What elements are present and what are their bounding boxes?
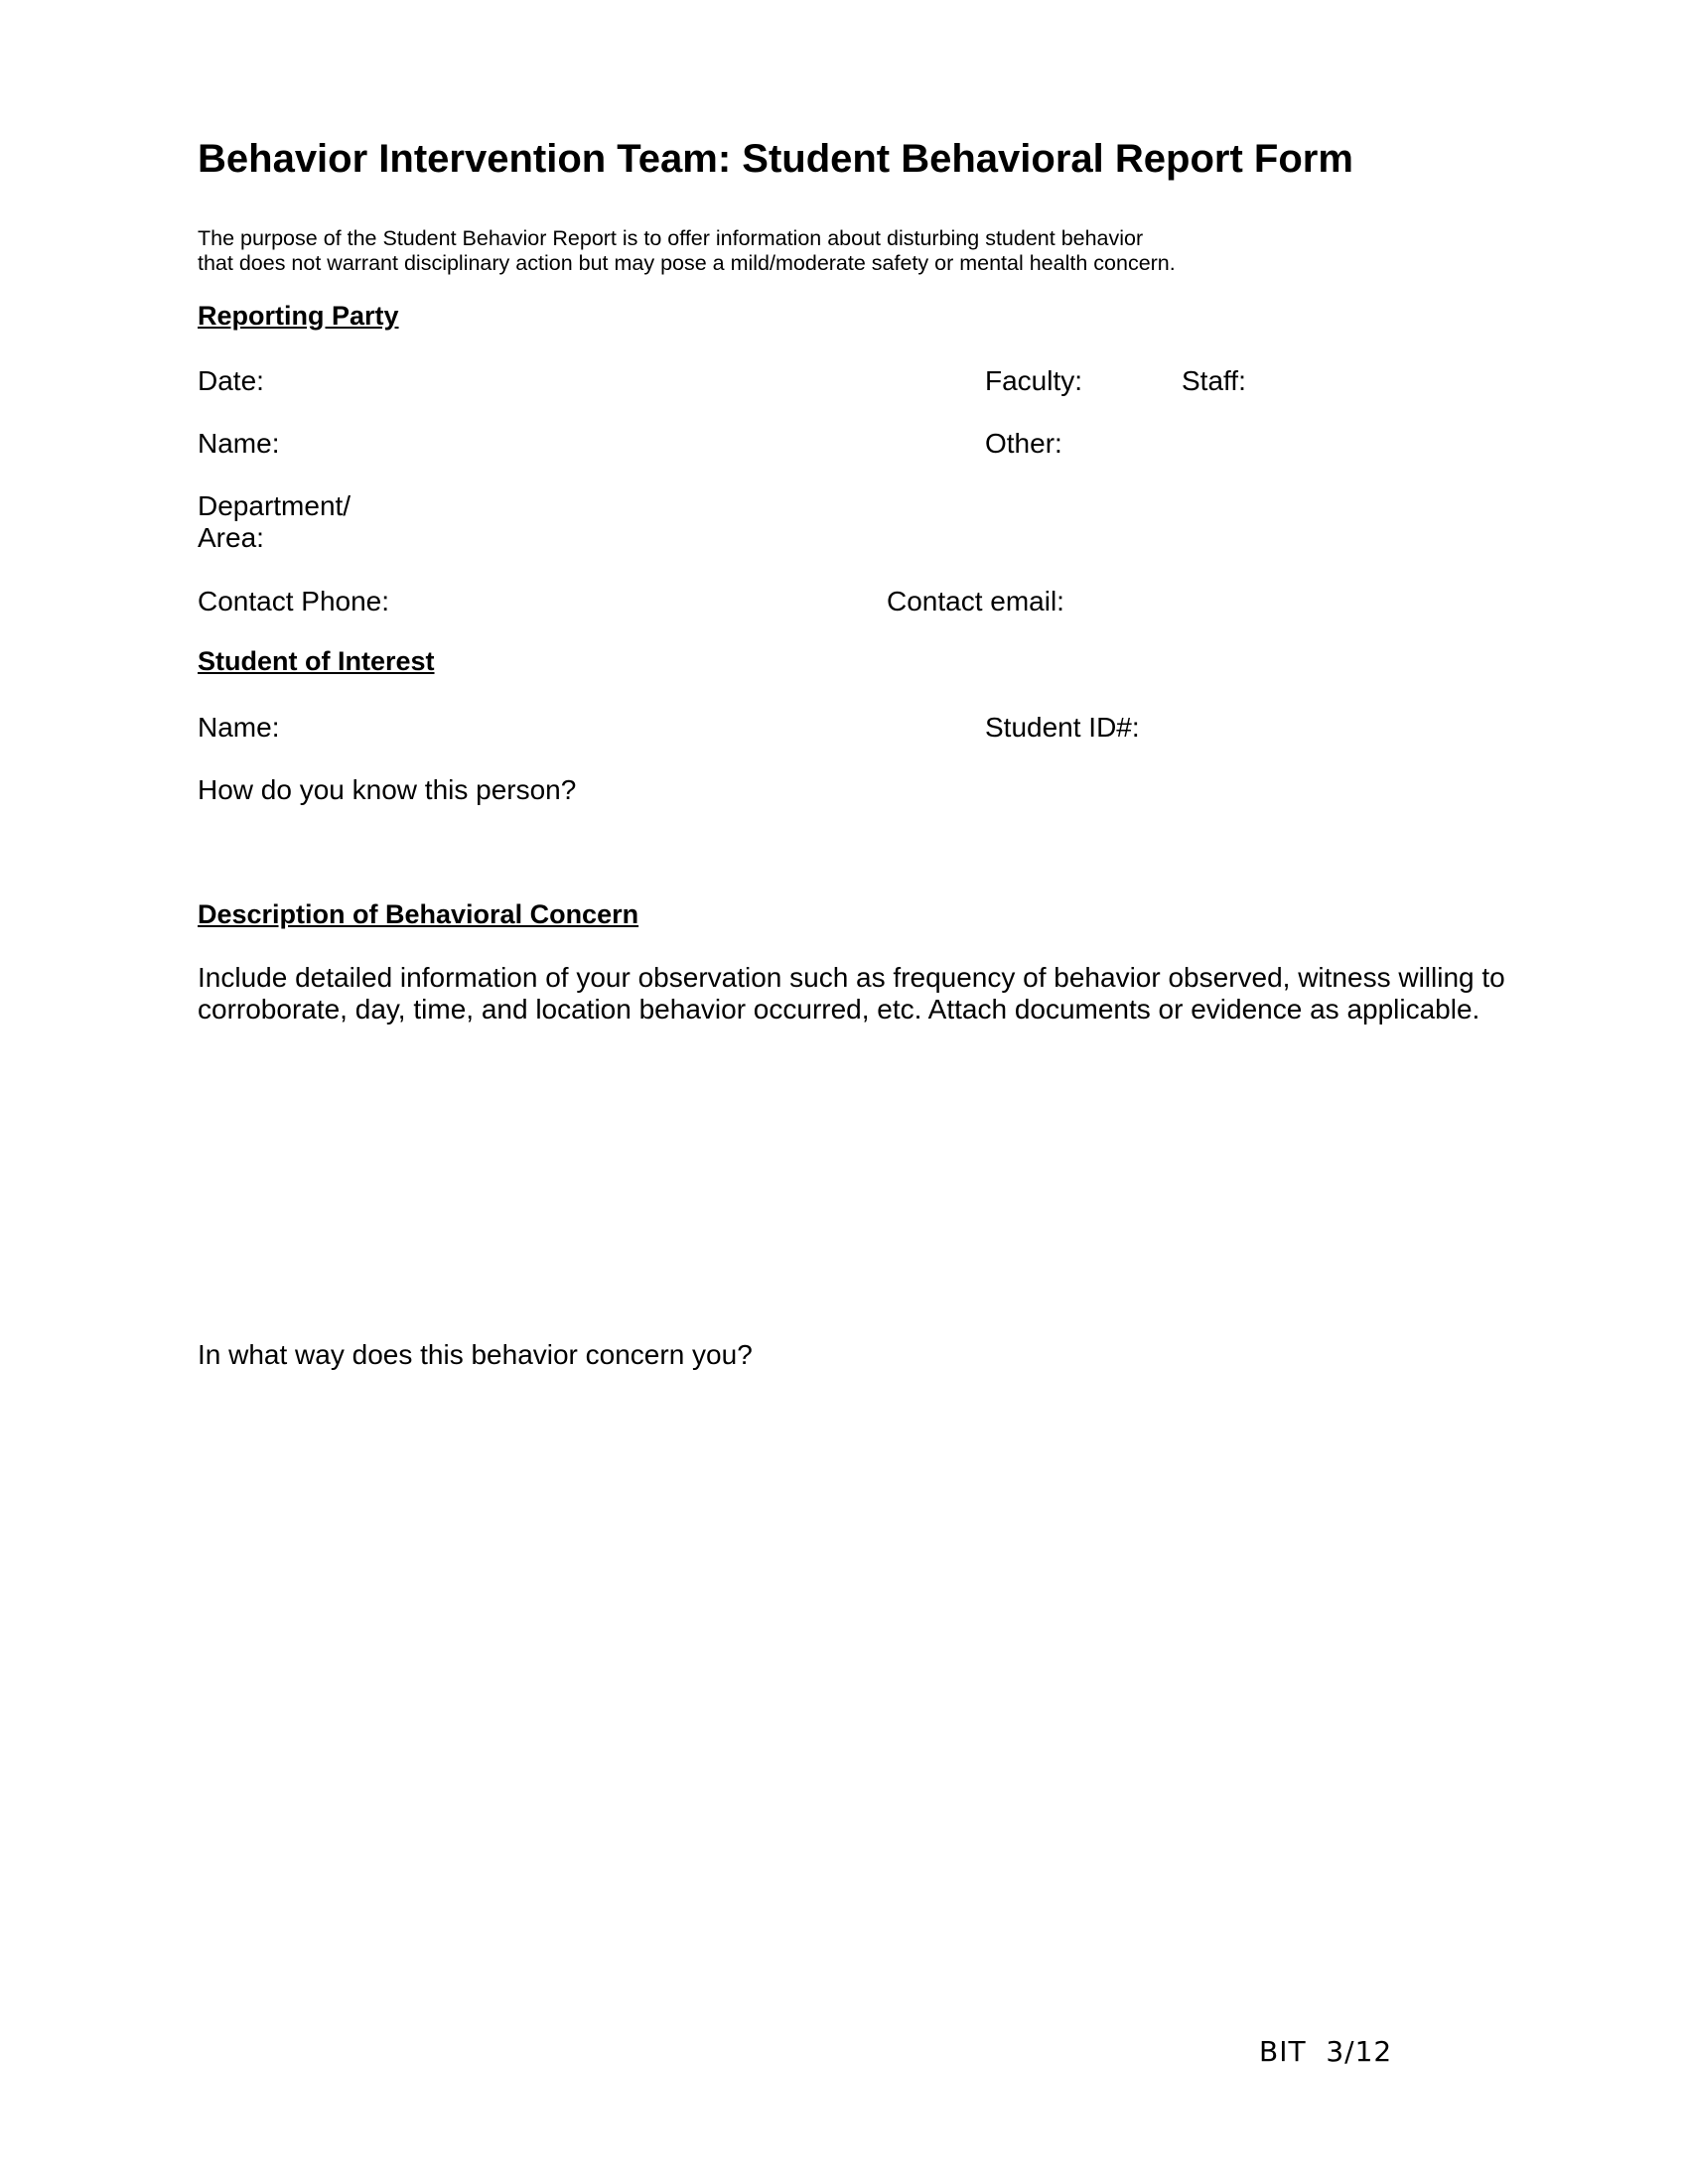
concern-instructions bbox=[198, 962, 1505, 1025]
student-id-label: Student ID#: bbox=[985, 712, 1140, 743]
contact-email-label: Contact email: bbox=[887, 586, 1064, 616]
form-code: BIT 3/12 bbox=[1259, 2035, 1393, 2068]
behavioral-concern-heading: Description of Behavioral Concern bbox=[198, 899, 639, 929]
reporting-party-heading: Reporting Party bbox=[198, 301, 399, 331]
date-label: Date: bbox=[198, 365, 264, 396]
department-label bbox=[198, 490, 351, 554]
department-label-line-1: Department/ bbox=[198, 490, 352, 521]
student-name-label: Name: bbox=[198, 712, 280, 743]
intro-text bbox=[198, 226, 1176, 276]
staff-label: Staff: bbox=[1182, 365, 1246, 396]
department-label-line-2: Area: bbox=[198, 522, 264, 553]
page-title: Behavior Intervention Team: Student Behavioral Report Form bbox=[198, 137, 1353, 181]
other-label: Other: bbox=[985, 428, 1062, 459]
intro-line-2: that does not warrant disciplinary action but may pose a mild/moderate safety or mental health concern. bbox=[198, 251, 1176, 275]
student-of-interest-heading: Student of Interest bbox=[198, 646, 435, 676]
concern-instructions-line-2: corroborate, day, time, and location behavior occurred, etc. Attach documents or evidence as applicable. bbox=[198, 994, 1480, 1024]
faculty-label: Faculty: bbox=[985, 365, 1083, 396]
contact-phone-label: Contact Phone: bbox=[198, 586, 390, 616]
concern-instructions-line-1: Include detailed information of your observation such as frequency of behavior observed, witness willing to bbox=[198, 962, 1505, 993]
concern-question-label: In what way does this behavior concern you? bbox=[198, 1339, 753, 1370]
reporter-name-label: Name: bbox=[198, 428, 280, 459]
intro-line-1: The purpose of the Student Behavior Report is to offer information about disturbing student behavior bbox=[198, 226, 1144, 250]
know-person-label: How do you know this person? bbox=[198, 774, 577, 805]
